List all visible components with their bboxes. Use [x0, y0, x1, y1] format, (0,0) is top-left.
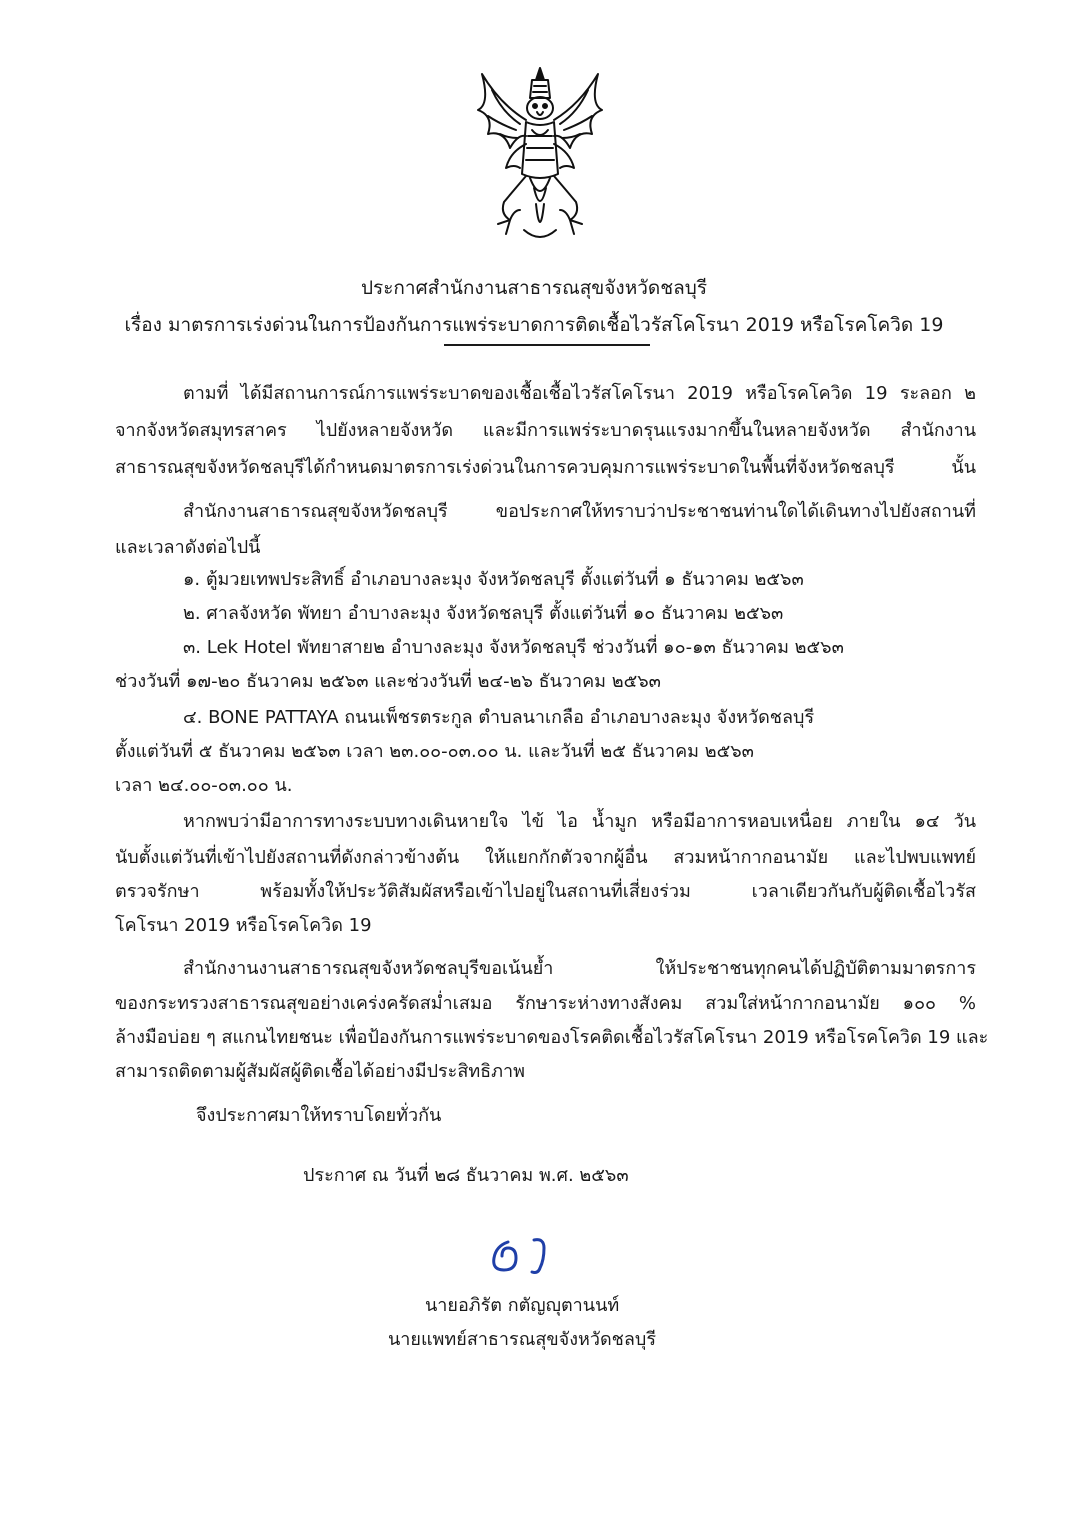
place-item-2: ๒. ศาลจังหวัด พัทยา อำบางละมุง จังหวัดชลบุรี ตั้งแต่วันที่ ๑๐ ธันวาคม ๒๕๖๓ — [183, 603, 784, 624]
place-item-3: ๓. Lek Hotel พัทยาสาย๒ อำบางละมุง จังหวัดชลบุรี ช่วงวันที่ ๑๐-๑๓ ธันวาคม ๒๕๖๓ — [183, 637, 844, 658]
announcement-subject: เรื่อง มาตรการเร่งด่วนในการป้องกันการแพร่ระบาดการติดเชื้อไวรัสโคโรนา 2019 หรือโรคโควิด 19 — [124, 314, 944, 336]
para1-line1: ตามที่ ได้มีสถานการณ์การแพร่ระบาดของเชื้อเชื้อไวรัสโคโรนา 2019 หรือโรคโควิด 19 ระลอก ๒ — [183, 383, 976, 404]
signatory-position: นายแพทย์สาธารณสุขจังหวัดชลบุรี — [388, 1329, 657, 1350]
para3-line3: ตรวจรักษา พร้อมทั้งให้ประวัติสัมผัสหรือเข้าไปอยู่ในสถานที่เสี่ยงร่วม เวลาเดียวกันกับผู้ติดเชื้อไวรัส — [115, 881, 976, 902]
place-item-1: ๑. ตู้มวยเทพประสิทธิ์ อำเภอบางละมุง จังหวัดชลบุรี ตั้งแต่วันที่ ๑ ธันวาคม ๒๕๖๓ — [183, 569, 804, 590]
place-item-4-cont2: เวลา ๒๔.๐๐-๐๓.๐๐ น. — [115, 775, 293, 796]
closing-announce: จึงประกาศมาให้ทราบโดยทั่วกัน — [196, 1105, 442, 1126]
para1-line3: สาธารณสุขจังหวัดชลบุรีได้กำหนดมาตรการเร่งด่วนในการควบคุมการแพร่ระบาดในพื้นที่จังหวัดชลบุรี นั้น — [115, 457, 976, 478]
para2-line2: และเวลาดังต่อไปนี้ — [115, 537, 261, 558]
para4-line3: ล้างมือบ่อย ๆ สแกนไทยชนะ เพื่อป้องกันการแพร่ระบาดของโรคติดเชื้อไวรัสโคโรนา 2019 หรือโรคโควิด 19 และ — [115, 1027, 989, 1048]
announcement-date: ประกาศ ณ วันที่ ๒๘ ธันวาคม พ.ศ. ๒๕๖๓ — [303, 1165, 629, 1186]
place-item-4: ๔. BONE PATTAYA ถนนเพ็ชรตระกูล ตำบลนาเกลือ อำเภอบางละมุง จังหวัดชลบุรี — [183, 707, 815, 728]
garuda-emblem-icon — [470, 64, 610, 246]
announcement-title: ประกาศสำนักงานสาธารณสุขจังหวัดชลบุรี — [360, 277, 708, 299]
para4-line1: สำนักงานงานสาธารณสุขจังหวัดชลบุรีขอเน้นย้ำ ให้ประชาชนทุกคนได้ปฏิบัติตามมาตรการ — [183, 958, 976, 979]
title-divider — [444, 344, 650, 346]
place-item-3-cont: ช่วงวันที่ ๑๗-๒๐ ธันวาคม ๒๕๖๓ และช่วงวันที่ ๒๔-๒๖ ธันวาคม ๒๕๖๓ — [115, 671, 661, 692]
signatory-name: นายอภิรัต กตัญญุตานนท์ — [425, 1295, 620, 1316]
para3-line4: โคโรนา 2019 หรือโรคโควิด 19 — [115, 915, 372, 936]
para4-line2: ของกระทรวงสาธารณสุขอย่างเคร่งครัดสม่ำเสมอ รักษาระห่างทางสังคม สวมใส่หน้ากากอนามัย ๑๐๐ % — [115, 993, 976, 1014]
para2-line1: สำนักงานสาธารณสุขจังหวัดชลบุรี ขอประกาศให้ทราบว่าประชาชนท่านใดได้เดินทางไปยังสถานที่ — [183, 501, 976, 522]
handwritten-signature-icon — [488, 1230, 562, 1280]
para3-line1: หากพบว่ามีอาการทางระบบทางเดินหายใจ ไข้ ไอ น้ำมูก หรือมีอาการหอบเหนื่อย ภายใน ๑๔ วัน — [183, 811, 976, 832]
para1-line2: จากจังหวัดสมุทรสาคร ไปยังหลายจังหวัด และมีการแพร่ระบาดรุนแรงมากขึ้นในหลายจังหวัด สำนักงาน — [115, 420, 976, 441]
place-item-4-cont: ตั้งแต่วันที่ ๕ ธันวาคม ๒๕๖๓ เวลา ๒๓.๐๐-๐๓.๐๐ น. และวันที่ ๒๕ ธันวาคม ๒๕๖๓ — [115, 741, 754, 762]
para4-line4: สามารถติดตามผู้สัมผัสผู้ติดเชื้อได้อย่างมีประสิทธิภาพ — [115, 1061, 526, 1082]
para3-line2: นับตั้งแต่วันที่เข้าไปยังสถานที่ดังกล่าวข้างต้น ให้แยกกักตัวจากผู้อื่น สวมหน้ากากอนามัย และไปพบแพทย์ — [115, 847, 976, 868]
